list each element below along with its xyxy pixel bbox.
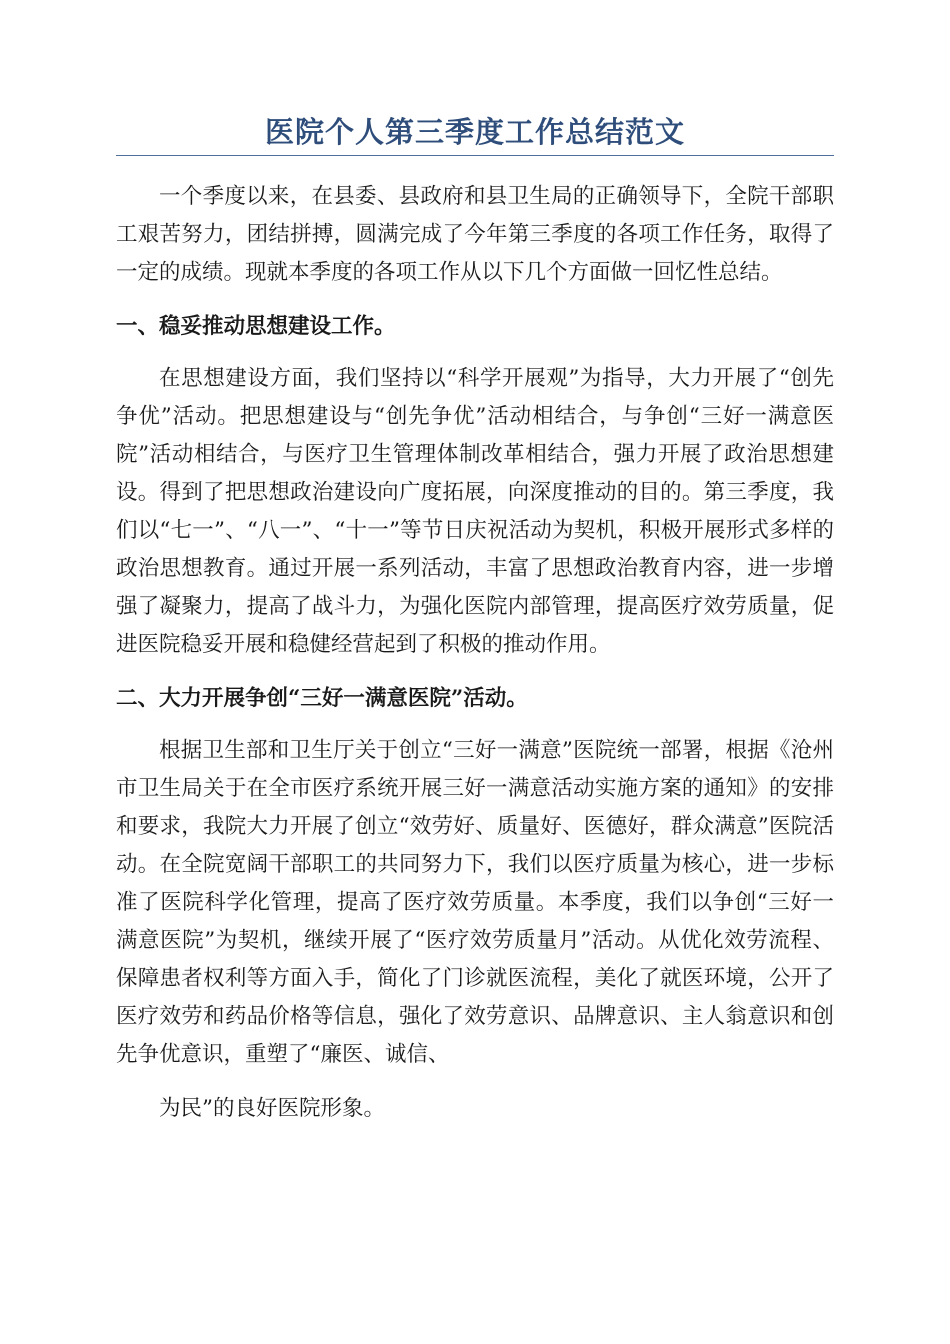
document-page	[116, 110, 834, 1128]
section-1-heading: 一、稳妥推动思想建设工作。	[116, 314, 396, 339]
section-2-heading: 二、大力开展争创“三好一满意医院”活动。	[116, 686, 528, 711]
intro-paragraph: 一个季度以来，在县委、县政府和县卫生局的正确领导下，全院干部职工艰苦努力，团结拼搏，圆满完成了今年第三季度的各项工作任务，取得了一定的成绩。现就本季度的各项工作从以下几个方面做一回忆性总结。	[116, 184, 834, 285]
section-2-continuation: 为民”的良好医院形象。	[159, 1096, 385, 1121]
section-2-paragraph: 根据卫生部和卫生厅关于创立“三好一满意”医院统一部署，根据《沧州市卫生局关于在全市医疗系统开展三好一满意活动实施方案的通知》的安排和要求，我院大力开展了创立“效劳好、质量好、医德好，群众满意”医院活动。在全院宽阔干部职工的共同努力下，我们以医疗质量为核心，进一步标准了医院科学化管理，提高了医疗效劳质量。本季度，我们以争创“三好一满意医院”为契机，继续开展了“医疗效劳质量月”活动。从优化效劳流程、保障患者权利等方面入手，简化了门诊就医流程，美化了就医环境，公开了医疗效劳和药品价格等信息，强化了效劳意识、品牌意识、主人翁意识和创先争优意识，重塑了“廉医、诚信、	[116, 738, 834, 1067]
document-title: 医院个人第三季度工作总结范文	[116, 110, 834, 156]
section-1-paragraph: 在思想建设方面，我们坚持以“科学开展观”为指导，大力开展了“创先争优”活动。把思想建设与“创先争优”活动相结合，与争创“三好一满意医院”活动相结合，与医疗卫生管理体制改革相结合，强力开展了政治思想建设。得到了把思想政治建设向广度拓展，向深度推动的目的。第三季度，我们以“七一”、“八一”、“十一”等节日庆祝活动为契机，积极开展形式多样的政治思想教育。通过开展一系列活动，丰富了思想政治教育内容，进一步增强了凝聚力，提高了战斗力，为强化医院内部管理，提高医疗效劳质量，促进医院稳妥开展和稳健经营起到了积极的推动作用。	[116, 366, 834, 657]
